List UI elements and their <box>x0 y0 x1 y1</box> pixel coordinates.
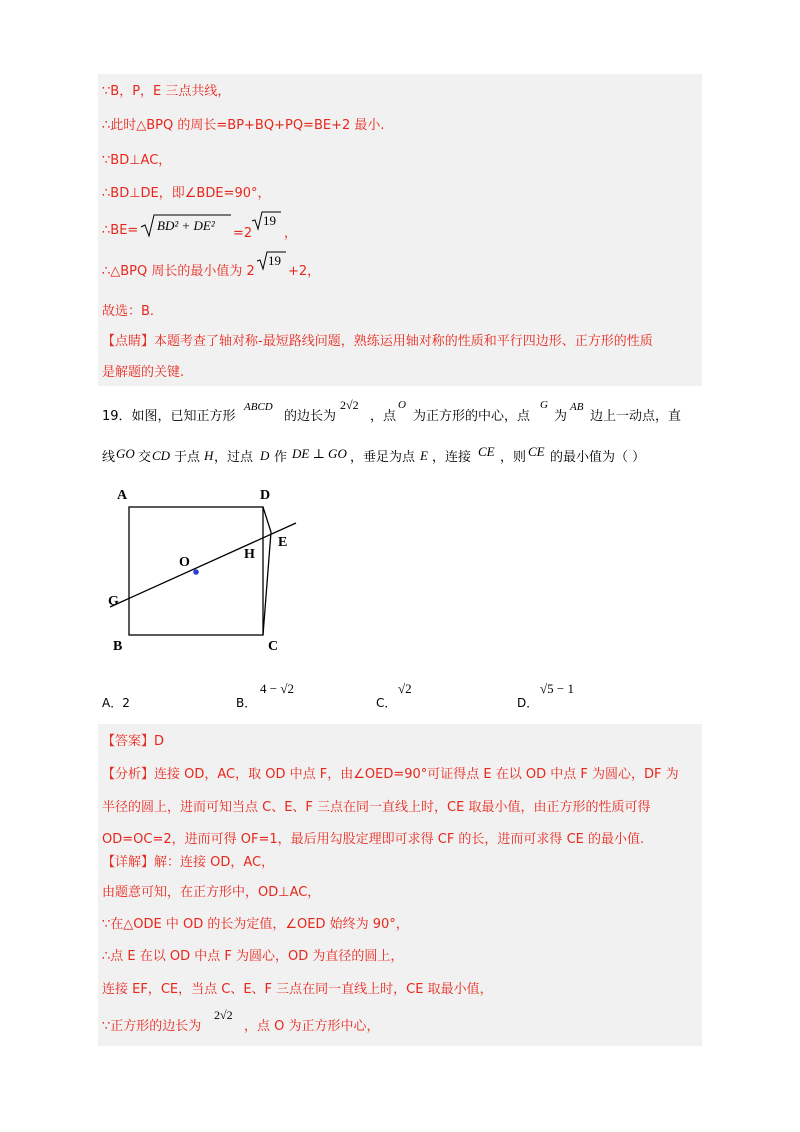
option-c-value: √2 <box>398 681 412 696</box>
analysis-line-1: 【分析】连接 OD，AC，取 OD 中点 F，由∠OED=90°可证得点 E 在以 OD 中点 F 为圆心，DF 为 <box>102 767 679 782</box>
analysis-line-2: 半径的圆上，进而可知当点 C、E、F 三点在同一直线上时，CE 取最小值，由正方形的性质可得 <box>102 800 651 815</box>
radicand-bd-de: BD² + DE² <box>157 218 215 233</box>
sqrt-19: 19 <box>256 250 286 277</box>
option-c-label: C． <box>376 696 397 710</box>
label-b: B <box>113 639 123 654</box>
side-length-value: 2√2 <box>340 398 359 412</box>
label-a: A <box>117 488 128 503</box>
answer-block: 【答案】D 【分析】连接 OD，AC，取 OD 中点 F，由∠OED=90°可证得点 E 在以 OD 中点 F 为圆心，DF 为 半径的圆上，进而可知当点 C、E、F 三点在同一直线上时，CE 取最小值，由正方形的性质可得 OD=OC=2，进而可得 OF=1，最后用勾股定理即可求得 CF 的长，进而可求得 CE 的最小值. 【详解】解：连接 OD，AC， 由题意可知，在正方形中，OD⊥AC， ∵在△ODE 中 OD 的长为定值，∠OED 始终为 90°， ∴点 E 在以 OD 中点 F 为圆心，OD 为直径的圆上， 连接 EF，CE，当点 C、E、F 三点在同一直线上时，CE 取最小值， ∵正方形的边长为 2√2 ，点 O 为正方形中心， <box>98 724 702 1046</box>
solution-line-3: ∵BD⊥AC， <box>102 153 172 168</box>
label-h: H <box>244 547 255 562</box>
center-point-o <box>193 569 199 575</box>
option-a: A．2 <box>102 696 130 710</box>
sqrt-19: 19 <box>251 210 281 237</box>
equals-two: =2 <box>233 226 253 241</box>
solution-line-7: 故选：B. <box>102 304 155 319</box>
square-figure <box>102 480 322 660</box>
question-19-line-1: 19．如图，已知正方形 ABCD 的边长为 2√2 ，点 O 为正方形的中心，点 G 为 AB 边上一动点，直 <box>102 398 682 424</box>
option-b-value: 4 − √2 <box>260 681 294 696</box>
be-prefix: ∴BE= <box>102 223 139 238</box>
label-g: G <box>108 594 119 609</box>
side-length-value: 2√2 <box>214 1008 233 1022</box>
solution-line-1: ∵B，P，E 三点共线， <box>102 84 231 99</box>
radical-expression <box>139 212 231 245</box>
solution-line-9: 是解题的关键. <box>102 365 185 380</box>
solution-block-top: ∵B，P，E 三点共线， ∴此时△BPQ 的周长=BP+BQ+PQ=BE+2 最小. ∵BD⊥AC， ∴BD⊥DE，即∠BDE=90°， ∴BE= BD² + DE² =2 19 ， ∴△BPQ 周长的最小值为 2 19 +2， 故选：B. 【点睛】本题考查了轴对称-最短路线问题，熟练运用轴对称的性质和平行四边形、正方形的性质 是解题的关键. <box>98 74 702 386</box>
detail-line-5: 连接 EF，CE，当点 C、E、F 三点在同一直线上时，CE 取最小值， <box>102 982 493 997</box>
option-b-label: B． <box>236 696 257 710</box>
option-d-value: √5 − 1 <box>540 681 574 696</box>
label-e: E <box>278 535 288 550</box>
detail-line-3: ∵在△ODE 中 OD 的长为定值，∠OED 始终为 90°， <box>102 917 409 932</box>
option-d-label: D． <box>517 696 539 710</box>
detail-line-2: 由题意可知，在正方形中，OD⊥AC， <box>102 885 321 900</box>
segment-de <box>263 507 271 532</box>
segment-ce <box>263 532 271 635</box>
label-c: C <box>268 639 279 654</box>
answer-line: 【答案】D <box>102 734 165 749</box>
solution-line-4: ∴BD⊥DE，即∠BDE=90°， <box>102 186 271 201</box>
label-d: D <box>260 488 271 503</box>
solution-line-8: 【点睛】本题考查了轴对称-最短路线问题，熟练运用轴对称的性质和平行四边形、正方形的性质 <box>102 334 653 349</box>
detail-line-1: 【详解】解：连接 OD，AC， <box>102 855 275 870</box>
detail-line-4: ∴点 E 在以 OD 中点 F 为圆心，OD 为直径的圆上， <box>102 949 404 964</box>
question-19-line-2: 线 GO 交 CD 于点 H ，过点 D 作 DE ⊥ GO ，垂足为点 E ，连接 CE ，则 CE 的最小值为（ ） <box>102 444 646 465</box>
analysis-line-3: OD=OC=2，进而可得 OF=1，最后用勾股定理即可求得 CF 的长，进而可求得 CE 的最小值. <box>102 832 645 847</box>
label-o: O <box>179 555 190 570</box>
solution-line-2: ∴此时△BPQ 的周长=BP+BQ+PQ=BE+2 最小. <box>102 118 385 133</box>
